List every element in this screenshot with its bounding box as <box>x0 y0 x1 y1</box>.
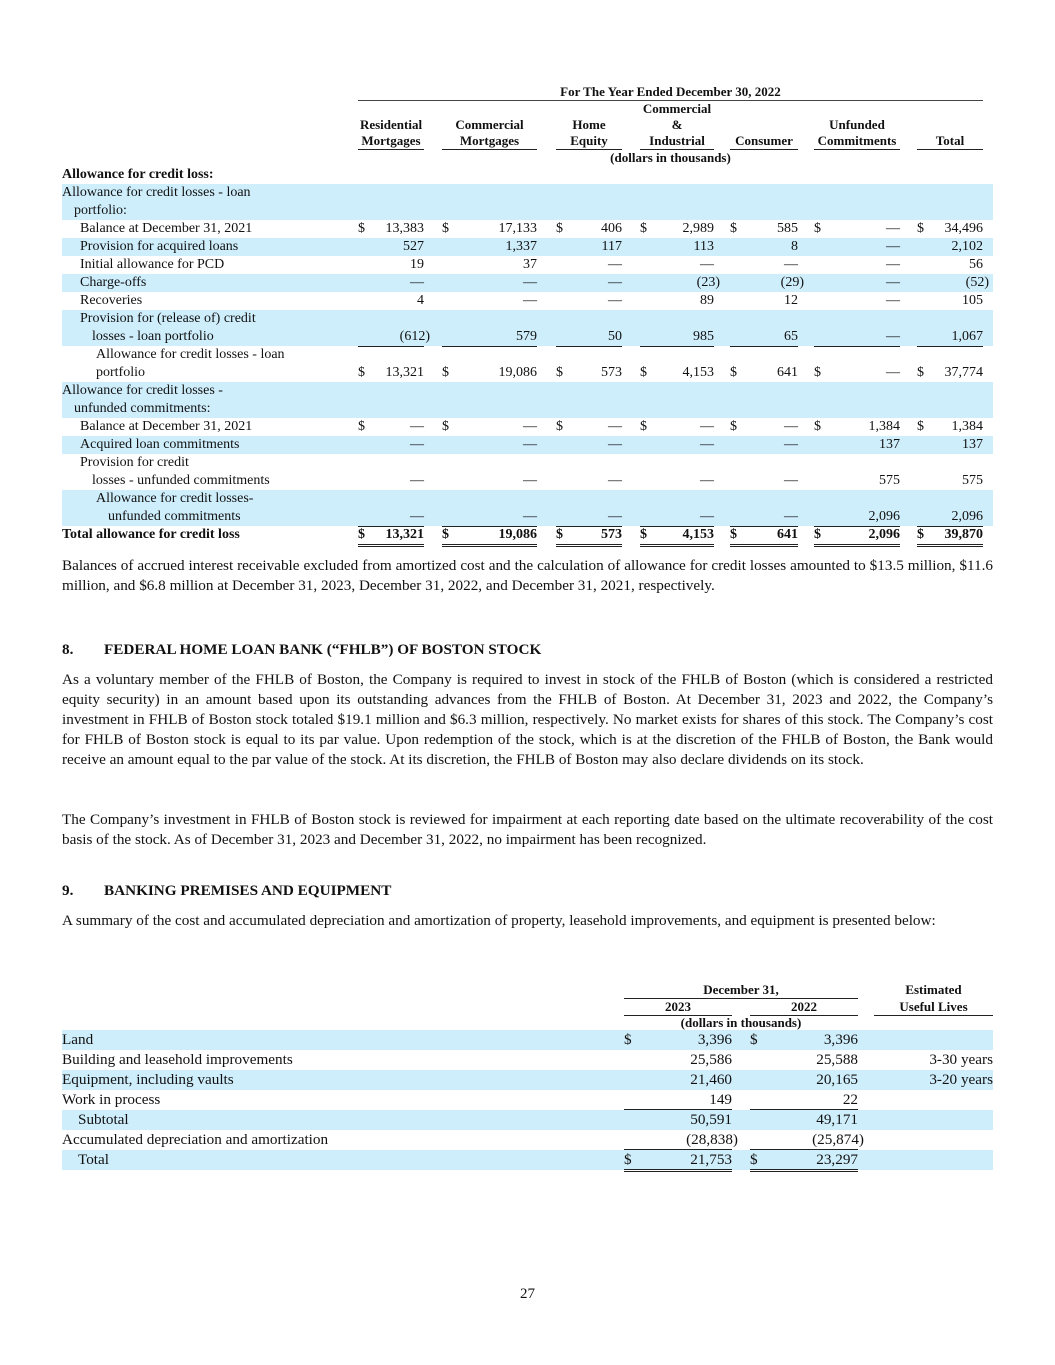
cell-value: 19,086 <box>498 365 537 380</box>
cell-value: — <box>410 437 424 452</box>
cell-value: 1,337 <box>505 239 537 254</box>
value-cell <box>358 436 424 454</box>
cell-value: — <box>784 257 798 272</box>
table-row: Acquired loan commitments — — — — — 137 137 <box>62 436 993 454</box>
page-number: 27 <box>520 1286 535 1302</box>
value-cell <box>917 256 983 274</box>
value-cell <box>814 238 900 256</box>
table-row: Provision for acquired loans 527 1,337 117 113 8 — 2,102 <box>62 238 993 256</box>
cell-value: 34,496 <box>944 221 983 236</box>
table-row: Charge-offs — — — (23) (29) — (52) <box>62 274 993 292</box>
cell-value: 49,171 <box>816 1111 858 1128</box>
currency-symbol: $ <box>917 419 924 434</box>
table-row: Initial allowance for PCD 19 37 — — — — 56 <box>80 257 983 272</box>
currency-symbol: $ <box>358 365 365 380</box>
cell-value: 2,989 <box>682 221 714 236</box>
currency-symbol: $ <box>814 365 821 380</box>
currency-symbol: $ <box>640 419 647 434</box>
cell-value: — <box>523 293 537 308</box>
value-cell <box>358 526 424 547</box>
value-cell <box>358 328 430 347</box>
col-header-commercial-industrial: Commercial & Industrial <box>640 102 714 150</box>
section-title: Allowance for credit loss: <box>62 167 214 182</box>
cell-value: — <box>886 329 900 344</box>
cell-value: — <box>700 419 714 434</box>
cell-value: — <box>410 509 424 524</box>
value-cell <box>556 292 622 310</box>
value-cell <box>358 274 424 292</box>
section-8-paragraph-1: As a voluntary member of the FHLB of Boston, the Company is required to invest in stock of the FHLB of Boston (which is considered a restricted equity security) in an amount based upon its outstanding advances from the FHLB of Boston. At December 31, 2023 and 2022, the Company’s investment in FHLB of Boston stock totaled $19.1 million and $6.3 million, respectively. No market exists for shares of this stock. The Company’s cost for FHLB of Boston stock is equal to its par value. Upon redemption of the stock, which is at the discretion of the FHLB of Boston, the Bank would receive an amount equal to the par value of the stock. At its discretion, the FHLB of Boston may also declare dividends on its stock. <box>62 671 993 768</box>
value-cell <box>556 256 622 274</box>
value-cell <box>814 274 900 292</box>
cell-value: 4 <box>417 293 424 308</box>
cell-value: — <box>886 239 900 254</box>
cell-value: (612) <box>399 329 430 344</box>
value-cell <box>814 436 900 454</box>
value-cell <box>442 274 537 292</box>
table-row: Balance at December 31, 2021 $ — $ — $ — $ — $ — $ 1,384 $ 1,384 <box>80 419 983 434</box>
currency-symbol: $ <box>917 365 924 380</box>
currency-symbol: $ <box>730 365 737 380</box>
cell-value: 13,383 <box>385 221 424 236</box>
cell-value: 575 <box>962 473 983 488</box>
value-cell <box>917 508 983 527</box>
value-cell <box>358 418 424 436</box>
value-cell <box>442 292 537 310</box>
currency-symbol: $ <box>750 1031 758 1048</box>
value-cell <box>442 364 537 383</box>
cell-value: 8 <box>791 239 798 254</box>
cell-value: — <box>410 275 424 290</box>
cell-value: — <box>608 437 622 452</box>
value-cell <box>640 292 714 310</box>
value-cell <box>640 274 720 292</box>
cell-value: 56 <box>969 257 983 272</box>
cell-value: 50 <box>608 329 622 344</box>
cell-value: 89 <box>700 293 714 308</box>
value-cell <box>917 436 983 454</box>
value-cell <box>640 508 714 527</box>
cell-value: — <box>700 257 714 272</box>
value-cell <box>358 508 424 527</box>
table-row: Balance at December 31, 2021 $ 13,383 $ 17,133 $ 406 $ 2,989 $ 585 $ — $ 34,496 <box>80 221 983 236</box>
cell-value: 149 <box>709 1091 732 1108</box>
cell-value: — <box>700 437 714 452</box>
col-header-consumer: Consumer <box>730 102 798 150</box>
value-cell <box>917 238 983 256</box>
value-cell <box>917 472 983 491</box>
cell-value: 105 <box>962 293 983 308</box>
table-row: Equipment, including vaults 21,460 20,165 3-20 years <box>62 1071 993 1088</box>
cell-value: 2,096 <box>868 527 900 542</box>
currency-symbol: $ <box>442 527 449 542</box>
value-cell <box>640 238 714 256</box>
value-cell <box>358 256 424 274</box>
value-cell <box>814 220 900 238</box>
currency-symbol: $ <box>442 365 449 380</box>
value-cell <box>917 328 983 347</box>
cell-value: 3,396 <box>697 1031 732 1048</box>
table-row: Accumulated depreciation and amortization (28,838) (25,874) <box>62 1131 864 1148</box>
cell-value: 2,096 <box>868 509 900 524</box>
value-cell <box>917 274 989 292</box>
unfunded-header-row: Allowance for credit losses - unfunded commitments: <box>62 382 993 418</box>
value-cell <box>917 220 983 238</box>
cell-value: — <box>608 509 622 524</box>
table-row: Provision for (release of) credit losses - loan portfolio (612) 579 50 985 65 — 1,067 <box>62 310 993 346</box>
value-cell <box>556 238 622 256</box>
value-cell <box>624 1110 732 1129</box>
value-cell <box>442 472 537 491</box>
value-cell <box>730 220 798 238</box>
cell-value: — <box>886 365 900 380</box>
cell-value: — <box>523 473 537 488</box>
accrued-interest-paragraph: Balances of accrued interest receivable excluded from amortized cost and the calculation of allowance for credit losses amounted to $13.5 million, $11.6 million, and $6.8 million at December 31, 2023, December 31, 2022, and December 31, 2021, respectively. <box>62 557 993 594</box>
cell-value: — <box>784 509 798 524</box>
cell-value: 19,086 <box>498 527 537 542</box>
cell-value: (28,838) <box>686 1131 738 1148</box>
value-cell <box>917 292 983 310</box>
currency-symbol: $ <box>358 221 365 236</box>
col-header-home-equity: Home Equity <box>556 102 622 150</box>
cell-value: — <box>886 293 900 308</box>
cell-value: 527 <box>403 239 424 254</box>
value-cell <box>730 292 798 310</box>
cell-value: — <box>784 437 798 452</box>
value-cell <box>556 508 622 527</box>
value-cell <box>640 472 714 491</box>
year-header-2022: 2022 <box>750 999 858 1016</box>
currency-symbol: $ <box>814 419 821 434</box>
cell-value: 985 <box>693 329 714 344</box>
december-header: December 31, <box>624 982 858 999</box>
currency-symbol: $ <box>556 365 563 380</box>
cell-value: — <box>523 275 537 290</box>
value-cell <box>556 472 622 491</box>
cell-value: 117 <box>601 239 622 254</box>
currency-symbol: $ <box>556 527 563 542</box>
cell-value: (25,874) <box>812 1131 864 1148</box>
value-cell <box>442 436 537 454</box>
cell-value: 25,588 <box>816 1051 858 1068</box>
currency-symbol: $ <box>750 1151 758 1168</box>
value-cell <box>442 526 537 547</box>
currency-symbol: $ <box>640 527 647 542</box>
value-cell <box>814 418 900 436</box>
value-cell <box>730 274 804 292</box>
table-row: Building and leasehold improvements 25,586 25,588 3-30 years <box>62 1051 993 1068</box>
value-cell <box>814 328 900 347</box>
value-cell <box>750 1030 858 1049</box>
cell-value: — <box>608 473 622 488</box>
value-cell <box>640 256 714 274</box>
value-cell <box>556 436 622 454</box>
cell-value: 23,297 <box>816 1151 858 1168</box>
value-cell <box>442 328 537 347</box>
cell-value: 575 <box>879 473 900 488</box>
year-header-2023: 2023 <box>624 999 732 1016</box>
cell-value: 573 <box>601 527 622 542</box>
cell-value: — <box>886 275 900 290</box>
value-cell <box>624 1070 732 1089</box>
table-row: Land $ 3,396 $ 3,396 <box>62 1030 993 1050</box>
currency-symbol: $ <box>556 221 563 236</box>
value-cell <box>358 238 424 256</box>
value-cell <box>730 508 798 527</box>
table-row: Allowance for credit losses - loan portfolio $ 13,321 $ 19,086 $ 573 $ 4,153 $ 641 $ — $ 37,774 <box>62 346 993 382</box>
units-label: (dollars in thousands) <box>680 1015 802 1030</box>
cell-value: — <box>886 221 900 236</box>
value-cell <box>442 508 537 527</box>
value-cell <box>556 418 622 436</box>
cell-value: 4,153 <box>682 527 714 542</box>
value-cell <box>640 220 714 238</box>
cell-value: 573 <box>601 365 622 380</box>
value-cell <box>730 472 798 491</box>
cell-value: 25,586 <box>690 1051 732 1068</box>
cell-value: 19 <box>410 257 424 272</box>
value-cell <box>917 526 983 547</box>
cell-value: — <box>784 473 798 488</box>
value-cell <box>624 1050 732 1069</box>
value-cell <box>730 364 798 383</box>
value-cell <box>814 526 900 547</box>
col-header-residential: Residential Mortgages <box>359 117 423 148</box>
cell-value: 12 <box>784 293 798 308</box>
cell-value: 21,460 <box>690 1071 732 1088</box>
currency-symbol: $ <box>730 419 737 434</box>
loan-portfolio-header-row: Allowance for credit losses - loan portfolio: <box>62 184 993 220</box>
cell-value: (29) <box>780 275 804 290</box>
value-cell <box>917 418 983 436</box>
useful-lives-header-line1: Estimated <box>905 982 962 997</box>
value-cell <box>640 418 714 436</box>
col-header-total: Total <box>917 102 983 150</box>
value-cell <box>750 1130 864 1150</box>
cell-value: — <box>608 293 622 308</box>
cell-value: 137 <box>879 437 900 452</box>
value-cell <box>358 472 424 491</box>
cell-value: — <box>700 473 714 488</box>
currency-symbol: $ <box>814 527 821 542</box>
value-cell <box>358 364 424 383</box>
cell-value: 22 <box>842 1091 858 1108</box>
currency-symbol: $ <box>624 1031 632 1048</box>
col-header-unfunded-commitments: Unfunded Commitments <box>814 102 900 150</box>
value-cell <box>640 328 714 347</box>
cell-value: 13,321 <box>385 527 424 542</box>
value-cell <box>556 220 622 238</box>
value-cell <box>730 418 798 436</box>
useful-life: 3-30 years <box>929 1051 993 1068</box>
value-cell <box>814 256 900 274</box>
value-cell <box>358 292 424 310</box>
currency-symbol: $ <box>730 527 737 542</box>
value-cell <box>624 1150 732 1172</box>
value-cell <box>814 472 900 491</box>
cell-value: 406 <box>601 221 622 236</box>
value-cell <box>442 418 537 436</box>
cell-value: 137 <box>962 437 983 452</box>
value-cell <box>730 436 798 454</box>
value-cell <box>556 526 622 547</box>
table-row: Provision for credit losses - unfunded commitments — — — — — 575 575 <box>62 454 993 490</box>
value-cell <box>730 238 798 256</box>
cell-value: 1,384 <box>951 419 983 434</box>
cell-value: (23) <box>696 275 720 290</box>
value-cell <box>556 328 622 347</box>
cell-value: 641 <box>777 365 798 380</box>
currency-symbol: $ <box>917 527 924 542</box>
value-cell <box>814 364 900 383</box>
cell-value: 4,153 <box>682 365 714 380</box>
value-cell <box>730 328 798 347</box>
value-cell <box>624 1090 732 1110</box>
cell-value: (52) <box>965 275 989 290</box>
cell-value: 37,774 <box>944 365 983 380</box>
value-cell <box>750 1070 858 1089</box>
total-row: Total allowance for credit loss $ 13,321 $ 19,086 $ 573 $ 4,153 $ 641 $ 2,096 $ 39,870 <box>62 526 993 544</box>
cell-value: — <box>608 275 622 290</box>
cell-value: 21,753 <box>690 1151 732 1168</box>
table-row: Allowance for credit losses- unfunded commitments — — — — — 2,096 2,096 <box>62 490 993 526</box>
cell-value: 65 <box>784 329 798 344</box>
value-cell <box>750 1090 858 1110</box>
cell-value: 3,396 <box>823 1031 858 1048</box>
subtotal-row: Subtotal 50,591 49,171 <box>62 1110 993 1130</box>
currency-symbol: $ <box>917 221 924 236</box>
cell-value: 13,321 <box>385 365 424 380</box>
value-cell <box>917 364 983 383</box>
cell-value: — <box>523 437 537 452</box>
cell-value: 2,096 <box>951 509 983 524</box>
table-row: Recoveries 4 — — 89 12 — 105 <box>80 293 983 308</box>
period-header: For The Year Ended December 30, 2022 <box>358 84 983 101</box>
useful-life: 3-20 years <box>929 1071 993 1088</box>
table-row: Work in process 149 22 <box>62 1091 858 1108</box>
value-cell <box>814 292 900 310</box>
currency-symbol: $ <box>556 419 563 434</box>
currency-symbol: $ <box>640 365 647 380</box>
cell-value: 585 <box>777 221 798 236</box>
section-9-paragraph: A summary of the cost and accumulated depreciation and amortization of property, leasehold improvements, and equipment is presented below: <box>62 912 936 929</box>
cell-value: 37 <box>523 257 537 272</box>
cell-value: 20,165 <box>816 1071 858 1088</box>
value-cell <box>640 436 714 454</box>
cell-value: — <box>886 257 900 272</box>
cell-value: — <box>608 257 622 272</box>
cell-value: — <box>608 419 622 434</box>
value-cell <box>442 220 537 238</box>
cell-value: 39,870 <box>944 527 983 542</box>
value-cell <box>358 220 424 238</box>
total-row: Total $ 21,753 $ 23,297 <box>62 1150 993 1170</box>
cell-value: — <box>410 473 424 488</box>
section-8-heading: 8. FEDERAL HOME LOAN BANK (“FHLB”) OF BOSTON STOCK <box>62 641 542 658</box>
cell-value: 17,133 <box>498 221 537 236</box>
value-cell <box>640 526 714 547</box>
value-cell <box>556 364 622 383</box>
cell-value: 1,384 <box>868 419 900 434</box>
cell-value: — <box>523 419 537 434</box>
value-cell <box>556 274 622 292</box>
value-cell <box>640 364 714 383</box>
value-cell <box>624 1130 738 1150</box>
currency-symbol: $ <box>730 221 737 236</box>
currency-symbol: $ <box>358 419 365 434</box>
cell-value: — <box>700 509 714 524</box>
section-title-row <box>62 166 993 184</box>
currency-symbol: $ <box>358 527 365 542</box>
useful-lives-header-line2: Useful Lives <box>874 999 993 1016</box>
cell-value: — <box>410 419 424 434</box>
value-cell <box>750 1050 858 1069</box>
value-cell <box>442 256 537 274</box>
cell-value: 1,067 <box>951 329 983 344</box>
currency-symbol: $ <box>442 419 449 434</box>
cell-value: 2,102 <box>951 239 983 254</box>
value-cell <box>814 508 900 527</box>
currency-symbol: $ <box>624 1151 632 1168</box>
section-8-paragraph-2: The Company’s investment in FHLB of Boston stock is reviewed for impairment at each reporting date based on the ultimate recoverability of the cost basis of the stock. As of December 31, 2023 and December 31, 2022, no impairment has been recognized. <box>62 811 993 848</box>
units-label: (dollars in thousands) <box>610 150 731 165</box>
cell-value: 579 <box>516 329 537 344</box>
value-cell <box>624 1030 732 1049</box>
cell-value: — <box>784 419 798 434</box>
section-9-heading: 9. BANKING PREMISES AND EQUIPMENT <box>62 882 392 899</box>
cell-value: 50,591 <box>690 1111 732 1128</box>
currency-symbol: $ <box>640 221 647 236</box>
value-cell <box>730 256 798 274</box>
cell-value: — <box>523 509 537 524</box>
col-header-commercial-mortgages: Commercial Mortgages <box>442 102 537 150</box>
currency-symbol: $ <box>814 221 821 236</box>
value-cell <box>442 238 537 256</box>
cell-value: 641 <box>777 527 798 542</box>
value-cell <box>750 1150 858 1172</box>
cell-value: 113 <box>693 239 714 254</box>
currency-symbol: $ <box>442 221 449 236</box>
value-cell <box>730 526 798 547</box>
value-cell <box>750 1110 858 1129</box>
